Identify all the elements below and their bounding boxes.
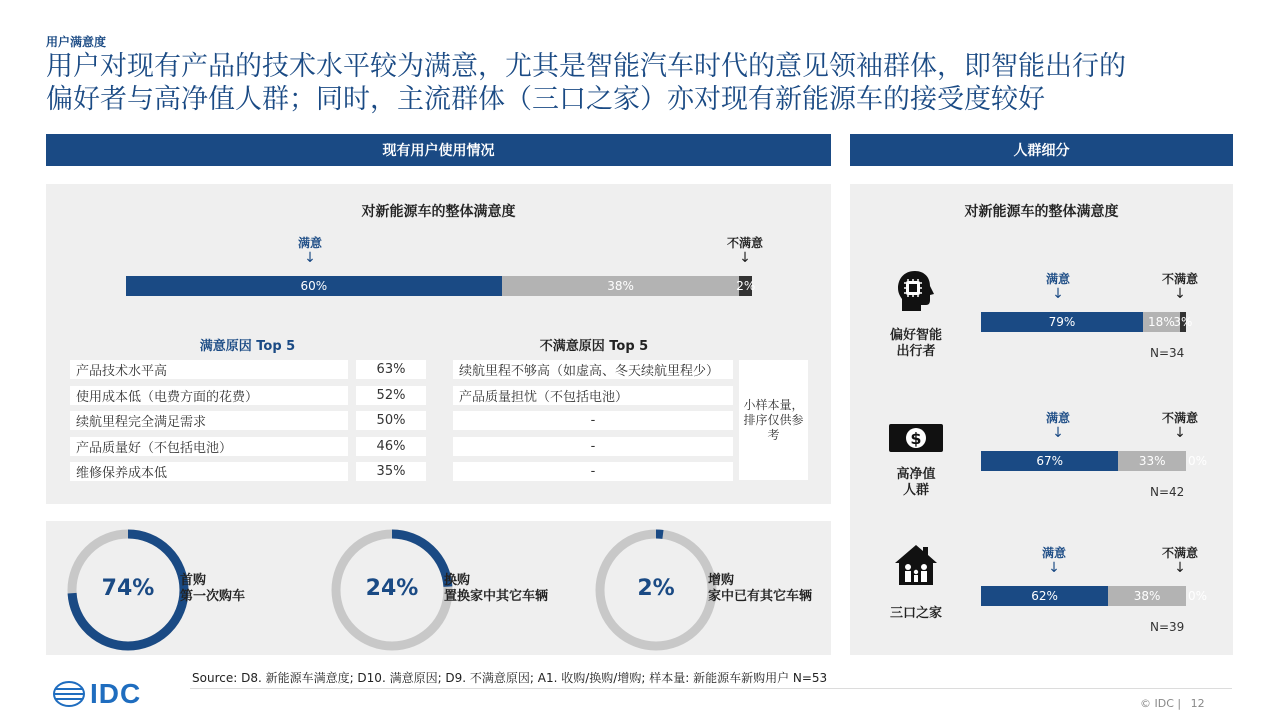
segment-bar-value: 33% — [1138, 454, 1166, 468]
dissatisfied-reasons-title: 不满意原因 Top 5 — [539, 339, 649, 354]
donut-chart — [330, 528, 454, 652]
overall-dissatisfied-label: 不满意 — [726, 236, 763, 250]
satisfied-reason-pct: 46% — [356, 437, 426, 456]
dissatisfied-reason-row: - — [453, 437, 733, 456]
donut-percent: 24% — [365, 576, 419, 601]
left-section-header: 现有用户使用情况 — [46, 134, 831, 166]
segment-bar-neutral — [1118, 451, 1186, 471]
donut-percent: 2% — [637, 576, 675, 601]
purchase-type-name: 增购 — [708, 573, 735, 588]
satisfied-reason-row — [70, 411, 430, 430]
segment-satisfied-arrow-icon: ↓ — [1048, 560, 1060, 576]
segment-dissatisfied-arrow-icon: ↓ — [1174, 425, 1186, 441]
satisfied-reason-pct: 52% — [356, 386, 426, 405]
satisfied-reason-text: 产品质量好（不包括电池） — [70, 437, 348, 456]
small-sample-note-text: 小样本量，排序仅供参考 — [743, 397, 804, 442]
idc-logo — [52, 678, 141, 710]
dissatisfied-reason-row: 续航里程不够高（如虚高、冬天续航里程少） — [453, 360, 733, 379]
segment-satisfaction-bar — [981, 312, 1193, 332]
segment-name-line: 偏好智能 — [889, 328, 942, 343]
segment-bar-value: 3% — [1173, 315, 1193, 329]
segment-bar-value: 0% — [1187, 589, 1208, 603]
overall-satisfaction-bar — [126, 276, 756, 296]
segment-dissatisfied-label: 不满意 — [1161, 272, 1198, 286]
segment-rows — [850, 184, 1233, 655]
segment-bar-satisfied — [981, 451, 1118, 471]
purchase-type-name: 首购 — [180, 573, 207, 588]
small-sample-note — [739, 360, 808, 480]
purchase-type-desc: 置换家中其它车辆 — [444, 589, 549, 604]
segment-name-line: 人群 — [902, 483, 929, 498]
brain-chip-icon — [886, 266, 946, 316]
segment-name-line: 高净值 — [896, 467, 936, 482]
segment-bar-satisfied — [981, 312, 1143, 332]
purchase-type-desc: 家中已有其它车辆 — [708, 589, 813, 604]
source-note: Source: D8. 新能源车满意度; D10. 满意原因; D9. 不满意原因; A1. 收购/换购/增购; 样本量: 新能源车新购用户 N=53 — [192, 671, 828, 685]
segment-dissatisfied-label: 不满意 — [1161, 546, 1198, 560]
dissatisfied-reason-row: - — [453, 411, 733, 430]
segment-sample-size: N=34 — [1150, 346, 1185, 360]
overall-bar-dissatisfied-value: 2% — [736, 279, 756, 293]
overall-bar-dissatisfied — [736, 276, 756, 296]
segment-row — [850, 260, 1233, 360]
segment-satisfied-arrow-icon: ↓ — [1052, 286, 1064, 302]
segment-bar-neutral — [1108, 586, 1186, 606]
segment-dissatisfied-arrow-icon: ↓ — [1174, 286, 1186, 302]
dollar-bill-icon — [886, 413, 946, 463]
segment-sample-size: N=42 — [1150, 485, 1185, 499]
overall-satisfied-label: 满意 — [297, 236, 322, 250]
segment-satisfaction-bar — [981, 586, 1208, 606]
satisfied-reason-text: 续航里程完全满足需求 — [70, 411, 348, 430]
segment-satisfaction-bar — [981, 451, 1208, 471]
section-label: 用户满意度 — [46, 35, 107, 49]
segment-name-line: 出行者 — [896, 344, 936, 359]
donut-percent: 74% — [101, 576, 155, 601]
satisfied-reason-text: 使用成本低（电费方面的花费） — [70, 386, 348, 405]
idc-globe-icon — [52, 681, 86, 707]
segment-bar-dissatisfied — [1173, 312, 1193, 332]
segment-bar-value: 62% — [1031, 589, 1058, 603]
overall-chart-title: 对新能源车的整体满意度 — [361, 204, 516, 220]
segment-row — [850, 399, 1233, 499]
svg-text:$: $ — [910, 429, 922, 448]
satisfied-reason-row — [70, 386, 430, 405]
segment-dissatisfied-label: 不满意 — [1161, 411, 1198, 425]
segment-satisfied-label: 满意 — [1041, 546, 1066, 560]
right-section-header: 人群细分 — [850, 134, 1233, 166]
segment-name — [876, 606, 956, 622]
segment-bar-value: 79% — [1048, 315, 1076, 329]
segment-bar-value: 67% — [1036, 454, 1063, 468]
satisfied-reason-row — [70, 462, 430, 481]
satisfied-reasons-title: 满意原因 Top 5 — [199, 339, 296, 354]
satisfied-reason-text: 产品技术水平高 — [70, 360, 348, 379]
satisfied-reason-pct: 50% — [356, 411, 426, 430]
page-title — [46, 50, 1236, 116]
footer-divider — [190, 688, 1232, 689]
page-title-line-1: 用户对现有产品的技术水平较为满意，尤其是智能汽车时代的意见领袖群体，即智能出行的 — [46, 51, 1126, 82]
segment-name — [876, 467, 956, 499]
segment-bar-value: 0% — [1187, 454, 1208, 468]
segment-name-line: 三口之家 — [889, 606, 942, 621]
segment-name — [876, 328, 956, 360]
segment-satisfied-label: 满意 — [1045, 272, 1070, 286]
segment-dissatisfied-arrow-icon: ↓ — [1174, 560, 1186, 576]
donut-chart — [66, 528, 190, 652]
satisfied-reason-text: 维修保养成本低 — [70, 462, 348, 481]
overall-satisfied-arrow-icon: ↓ — [304, 250, 316, 266]
donut-legend — [444, 573, 548, 605]
idc-logo-text: IDC — [90, 678, 142, 709]
overall-dissatisfied-arrow-icon: ↓ — [739, 250, 751, 266]
segment-satisfied-label: 满意 — [1045, 411, 1070, 425]
footer-copyright — [1140, 697, 1205, 710]
overall-bar-satisfied-value: 60% — [300, 279, 328, 293]
satisfied-reason-pct: 35% — [356, 462, 426, 481]
page-number: 12 — [1190, 697, 1205, 710]
satisfied-reason-pct: 63% — [356, 360, 426, 379]
overall-bar-satisfied — [126, 276, 502, 296]
segment-bar-value: 38% — [1133, 589, 1161, 603]
family-house-icon — [886, 540, 946, 590]
donut-legend — [708, 573, 812, 605]
segment-satisfied-arrow-icon: ↓ — [1052, 425, 1064, 441]
copyright-text: © IDC | — [1140, 697, 1182, 710]
segment-sample-size: N=39 — [1150, 620, 1185, 634]
donut-legend — [180, 573, 245, 605]
segment-bar-satisfied — [981, 586, 1108, 606]
purchase-type-desc: 第一次购车 — [180, 589, 246, 604]
donut-chart — [594, 528, 718, 652]
purchase-type-donuts — [46, 521, 831, 655]
satisfied-reason-row — [70, 437, 430, 456]
overall-bar-neutral-value: 38% — [607, 279, 634, 293]
dissatisfied-reason-row: 产品质量担忧（不包括电池） — [453, 386, 733, 405]
satisfied-reason-row — [70, 360, 430, 379]
segment-bar-value: 18% — [1148, 315, 1175, 329]
dissatisfied-reason-row: - — [453, 462, 733, 481]
purchase-type-name: 换购 — [444, 573, 471, 588]
segment-chart-title: 对新能源车的整体满意度 — [964, 204, 1119, 220]
segment-row — [850, 534, 1233, 634]
page-title-line-2: 偏好者与高净值人群；同时，主流群体（三口之家）亦对现有新能源车的接受度较好 — [46, 84, 1045, 115]
overall-bar-neutral — [502, 276, 740, 296]
